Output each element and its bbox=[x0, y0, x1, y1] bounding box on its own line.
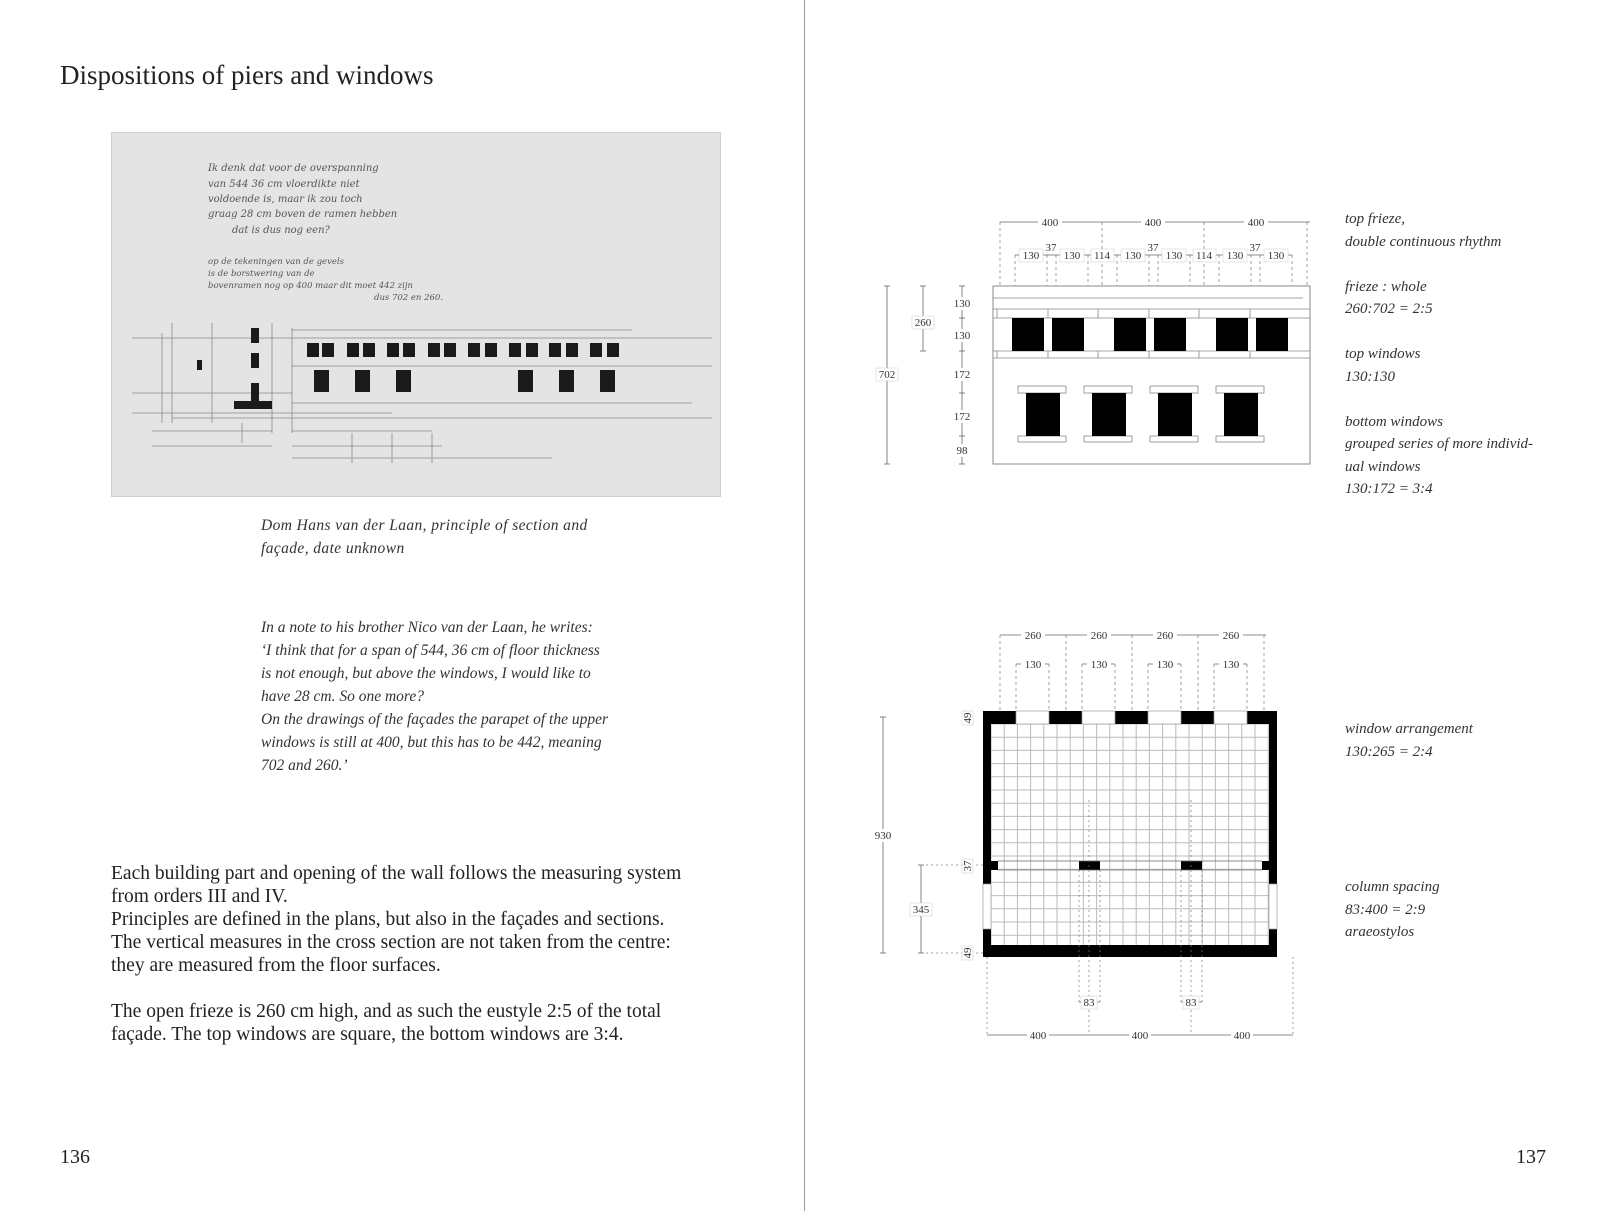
dim-label: 130 bbox=[1267, 250, 1285, 262]
dim-label: 98 bbox=[956, 445, 968, 457]
note-line: 130:130 bbox=[1345, 368, 1395, 385]
dim-label: 114 bbox=[1195, 250, 1213, 262]
page-number-right: 137 bbox=[1516, 1146, 1546, 1168]
quote-line: ‘I think that for a span of 544, 36 cm of floor thickness bbox=[261, 642, 600, 659]
floor-grid bbox=[991, 724, 1269, 945]
note-line: ual windows bbox=[1345, 458, 1421, 475]
quote-line: windows is still at 400, but this has to be 442, meaning bbox=[261, 734, 602, 751]
note-line: bottom windows bbox=[1345, 413, 1443, 430]
body-line: Principles are defined in the plans, but also in the façades and sections. bbox=[111, 909, 665, 930]
quote-line: On the drawings of the façades the parapet of the upper bbox=[261, 711, 608, 728]
dim-label: 130 bbox=[1165, 250, 1183, 262]
dim-label: 37 bbox=[1147, 242, 1159, 254]
plan-notes-column bbox=[1345, 876, 1440, 944]
dim-label: 172 bbox=[953, 369, 971, 381]
plan-notes-window bbox=[1345, 718, 1473, 763]
dim-label: 130 bbox=[1156, 659, 1174, 671]
quote-line: is not enough, but above the windows, I would like to bbox=[261, 665, 591, 682]
dim-label: 83 bbox=[1083, 997, 1095, 1009]
dim-label: 130 bbox=[1024, 659, 1042, 671]
dim-label: 345 bbox=[912, 904, 930, 916]
note-line: grouped series of more individ- bbox=[1345, 436, 1534, 452]
plan-diagram bbox=[872, 629, 1293, 1042]
dim-label: 930 bbox=[874, 830, 892, 842]
dim-label: 37 bbox=[1249, 242, 1261, 254]
dim-label: 83 bbox=[1185, 997, 1197, 1009]
dim-label: 260 bbox=[1156, 630, 1174, 642]
quote-line: have 28 cm. So one more? bbox=[261, 688, 424, 705]
handwritten-line: is de borstwering van de bbox=[208, 269, 315, 279]
dim-label: 400 bbox=[1247, 217, 1265, 229]
dim-label: 400 bbox=[1131, 1030, 1149, 1042]
note-line: column spacing bbox=[1345, 879, 1440, 895]
dim-label: 49 bbox=[962, 712, 974, 724]
caption-line: façade, date unknown bbox=[261, 540, 405, 557]
handwritten-line: dus 702 en 260. bbox=[374, 293, 444, 303]
handwritten-line: voldoende is, maar ik zou toch bbox=[208, 194, 363, 205]
handwritten-line: graag 28 cm boven de ramen hebben bbox=[208, 209, 398, 220]
dim-label: 114 bbox=[1093, 250, 1111, 262]
handwritten-line: dat is dus nog een? bbox=[232, 225, 330, 236]
dim-label: 130 bbox=[1124, 250, 1142, 262]
handwritten-line: bovenramen nog op 400 maar dit moet 442 zijn bbox=[208, 281, 413, 291]
plan-walls bbox=[983, 711, 1277, 957]
note-line: top frieze, bbox=[1345, 211, 1405, 227]
dim-label: 130 bbox=[953, 330, 971, 342]
quote-line: In a note to his brother Nico van der Laan, he writes: bbox=[261, 619, 593, 636]
note-line: 130:172 = 3:4 bbox=[1345, 481, 1433, 497]
dim-label: 400 bbox=[1144, 217, 1162, 229]
dim-label: 37 bbox=[962, 860, 974, 872]
page-title: Dispositions of piers and windows bbox=[60, 60, 434, 90]
dim-label: 400 bbox=[1041, 217, 1059, 229]
note-line: frieze : whole bbox=[1345, 278, 1427, 295]
dim-label: 130 bbox=[1090, 659, 1108, 671]
note-line: araeostylos bbox=[1345, 924, 1415, 940]
quote-line: 702 and 260.’ bbox=[261, 757, 348, 774]
dim-label: 37 bbox=[1045, 242, 1057, 254]
dim-label: 130 bbox=[1063, 250, 1081, 262]
body-line: The vertical measures in the cross section are not taken from the centre: bbox=[111, 932, 671, 953]
dim-label: 130 bbox=[1022, 250, 1040, 262]
dim-label: 400 bbox=[1029, 1030, 1047, 1042]
dim-label: 172 bbox=[953, 411, 971, 423]
dim-label: 260 bbox=[1024, 630, 1042, 642]
dim-label: 260 bbox=[1090, 630, 1108, 642]
handwritten-line: van 544 36 cm vloerdikte niet bbox=[208, 179, 360, 190]
dim-label: 702 bbox=[878, 369, 896, 381]
dim-label: 400 bbox=[1233, 1030, 1251, 1042]
dim-label: 130 bbox=[1226, 250, 1244, 262]
caption-line: Dom Hans van der Laan, principle of section and bbox=[261, 517, 588, 534]
page-number-left: 136 bbox=[60, 1146, 90, 1168]
body-line: The open frieze is 260 cm high, and as such the eustyle 2:5 of the total bbox=[111, 1001, 662, 1022]
handwritten-line: Ik denk dat voor de overspanning bbox=[208, 163, 379, 174]
facade-notes bbox=[1345, 208, 1533, 501]
body-line: Each building part and opening of the wall follows the measuring system bbox=[111, 863, 682, 884]
dim-label: 130 bbox=[1222, 659, 1240, 671]
note-line: 260:702 = 2:5 bbox=[1345, 301, 1433, 317]
body-line: façade. The top windows are square, the bottom windows are 3:4. bbox=[111, 1024, 624, 1045]
note-line: top windows bbox=[1345, 346, 1421, 362]
note-line: 130:265 = 2:4 bbox=[1345, 743, 1433, 760]
dim-label: 260 bbox=[1222, 630, 1240, 642]
handwritten-line: op de tekeningen van de gevels bbox=[208, 257, 344, 267]
note-line: 83:400 = 2:9 bbox=[1345, 901, 1426, 918]
dim-label: 49 bbox=[962, 947, 974, 959]
facade-diagram bbox=[876, 216, 1310, 464]
dim-label: 130 bbox=[953, 298, 971, 310]
body-line: they are measured from the floor surfaces. bbox=[111, 955, 441, 976]
note-line: double continuous rhythm bbox=[1345, 233, 1502, 250]
dim-label: 260 bbox=[914, 317, 932, 329]
note-line: window arrangement bbox=[1345, 721, 1473, 737]
body-line: from orders III and IV. bbox=[111, 886, 288, 907]
